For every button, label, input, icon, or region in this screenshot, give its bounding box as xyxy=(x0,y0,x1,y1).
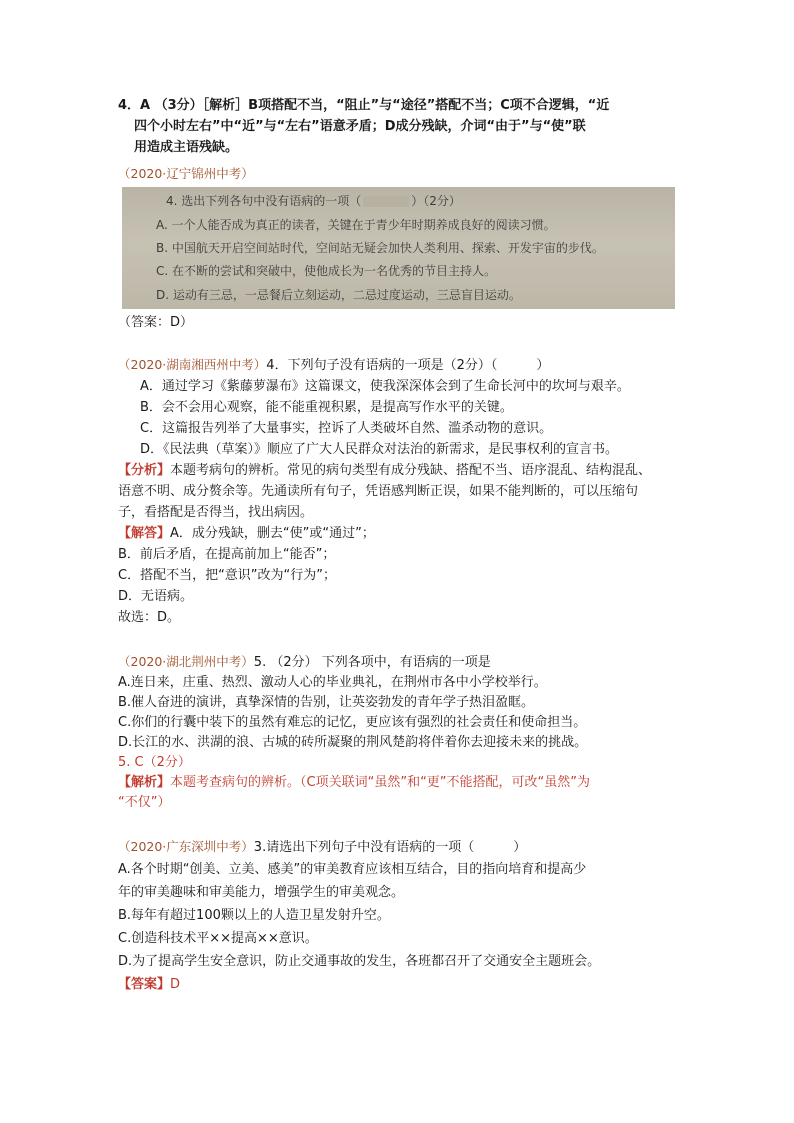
xiangxi-analysis-line-3: 子，看搭配是否得当，找出病因。 xyxy=(118,505,314,520)
jinzhou-section xyxy=(118,163,688,184)
jinzhou-source: （2020·辽宁锦州中考） xyxy=(118,166,254,181)
jinzhou-answer: （答案：D） xyxy=(118,315,194,330)
xiangxi-source: （2020·湖南湘西州中考） xyxy=(118,357,267,372)
shenzhen-question-line xyxy=(118,836,688,858)
jinzhou-option-a: A. 一个人能否成为真正的读者，关键在于青少年时期养成良好的阅读习惯。 xyxy=(156,218,556,232)
shenzhen-answer: D xyxy=(170,977,181,992)
answer-blank xyxy=(363,196,409,207)
jingzhou-source: （2020·湖北荆州中考） xyxy=(118,654,254,669)
xiangxi-question-line xyxy=(118,354,688,376)
jinzhou-answer-block xyxy=(118,312,688,333)
xiangxi-option-b: B．会不会用心观察，能不能重视积累，是提高写作水平的关键。 xyxy=(140,400,513,415)
q4-answer-block xyxy=(118,95,688,158)
shenzhen-option-b: B.每年有超过100颗以上的人造卫星发射升空。 xyxy=(118,908,390,923)
shenzhen-option-a-2: 年的审美趣味和审美能力，增强学生的审美观念。 xyxy=(118,885,405,900)
solution-label: 【解答】 xyxy=(118,526,171,541)
jingzhou-analysis-line-2: “不仅”） xyxy=(118,795,171,810)
shenzhen-section xyxy=(118,836,688,996)
q4-answer-line-2: 四个小时左右”中“近”与“左右”语意矛盾；D成分残缺，介词“由于”与“使”联 xyxy=(134,119,586,134)
xiangxi-analysis-line-1 xyxy=(118,460,688,481)
jinzhou-option-d: D. 运动有三忌，一忌餐后立刻运动，二忌过度运动，三忌盲目运动。 xyxy=(156,288,521,302)
xiangxi-option-c: C．这篇报告列举了大量事实，控诉了人类破坏自然、滥杀动物的意识。 xyxy=(140,421,553,436)
shenzhen-option-c: C.创造科技术平××提高××意识。 xyxy=(118,931,318,946)
xiangxi-question: 4．下列句子没有语病的一项是（2分）（ ） xyxy=(266,358,550,373)
jingzhou-question: 5. （2分） 下列各项中，有语病的一项是 xyxy=(253,655,491,670)
xiangxi-option-d: D．《民法典（草案）》顺应了广大人民群众对法治的新需求，是民事权利的宣言书。 xyxy=(140,442,619,457)
jingzhou-analysis-text: 本题考查病句的辨析。（C项关联词“虽然”和“更”不能搭配，可改“虽然”为 xyxy=(170,775,591,790)
jinzhou-question-text: 4. 选出下列各句中没有语病的一项（ xyxy=(166,194,362,208)
xiangxi-analysis-line-2: 语意不明、成分赘余等。先通读所有句子，凭语感判断正误，如果不能判断的，可以压缩句 xyxy=(118,484,639,499)
jinzhou-option-c: C. 在不断的尝试和突破中，使他成长为一名优秀的节目主持人。 xyxy=(156,264,497,278)
shenzhen-answer-label: 【答案】 xyxy=(118,977,171,992)
jinzhou-option-b: B. 中国航天开启空间站时代，空间站无疑会加快人类利用、探索、开发宇宙的步伐。 xyxy=(156,241,604,255)
xiangxi-option-a: A．通过学习《紫藤萝瀑布》这篇课文，使我深深体会到了生命长河中的坎坷与艰辛。 xyxy=(140,379,630,394)
xiangxi-solution-line-3: C．搭配不当，把“意识”改为“行为”； xyxy=(118,568,337,583)
q4-answer-line-3: 用造成主语残缺。 xyxy=(134,140,239,155)
shenzhen-source: （2020·广东深圳中考） xyxy=(118,839,254,854)
solution-text-1: A．成分残缺，删去“使”或“通过”； xyxy=(170,526,375,541)
jinzhou-question-tail: ）（2分） xyxy=(411,194,461,208)
shenzhen-answer-line xyxy=(118,973,688,996)
shenzhen-question: 3.请选出下列句子中没有语病的一项（ ） xyxy=(253,840,527,855)
xiangxi-solution-line-2: B．前后矛盾，在提高前加上“能否”； xyxy=(118,547,336,562)
jinzhou-photo-question xyxy=(166,193,461,209)
analysis-label: 【分析】 xyxy=(118,463,171,478)
xiangxi-solution-line-4: D．无语病。 xyxy=(118,589,194,604)
jingzhou-option-b: B.催人奋进的演讲，真挚深情的告别，让英姿勃发的青年学子热泪盈眶。 xyxy=(118,695,535,710)
shenzhen-option-a-1: A.各个时期“创美、立美、感美”的审美教育应该相互结合，目的指向培育和提高少 xyxy=(118,862,587,877)
shenzhen-option-d: D.为了提高学生安全意识，防止交通事故的发生，各班都召开了交通安全主题班会。 xyxy=(118,954,601,969)
xiangxi-solution-line-5: 故选：D。 xyxy=(118,610,181,625)
jingzhou-section xyxy=(118,651,688,813)
jingzhou-option-d: D.长江的水、洪湖的浪、古城的砖所凝聚的荆风楚韵将伴着你去迎接未来的挑战。 xyxy=(118,735,588,750)
xiangxi-section xyxy=(118,354,688,628)
jingzhou-analysis-line-1 xyxy=(118,773,688,793)
jingzhou-option-a: A.连日来，庄重、热烈、激动人心的毕业典礼，在荆州市各中小学校举行。 xyxy=(118,675,547,690)
jingzhou-analysis-label: 【解析】 xyxy=(118,775,171,790)
jinzhou-question-photo xyxy=(122,187,675,309)
jingzhou-question-line xyxy=(118,651,688,673)
jingzhou-answer: 5. C（2分） xyxy=(118,755,191,770)
q4-answer-line-1: 4．A （3分）［解析］B项搭配不当，“阻止”与“途径”搭配不当；C项不合逻辑，“近 xyxy=(118,98,610,113)
analysis-text-1: 本题考病句的辨析。常见的病句类型有成分残缺、搭配不当、语序混乱、结构混乱、 xyxy=(170,463,652,478)
jingzhou-option-c: C.你们的行囊中装下的虽然有难忘的记忆，更应该有强烈的社会责任和使命担当。 xyxy=(118,715,587,730)
xiangxi-solution-line-1 xyxy=(118,523,688,544)
